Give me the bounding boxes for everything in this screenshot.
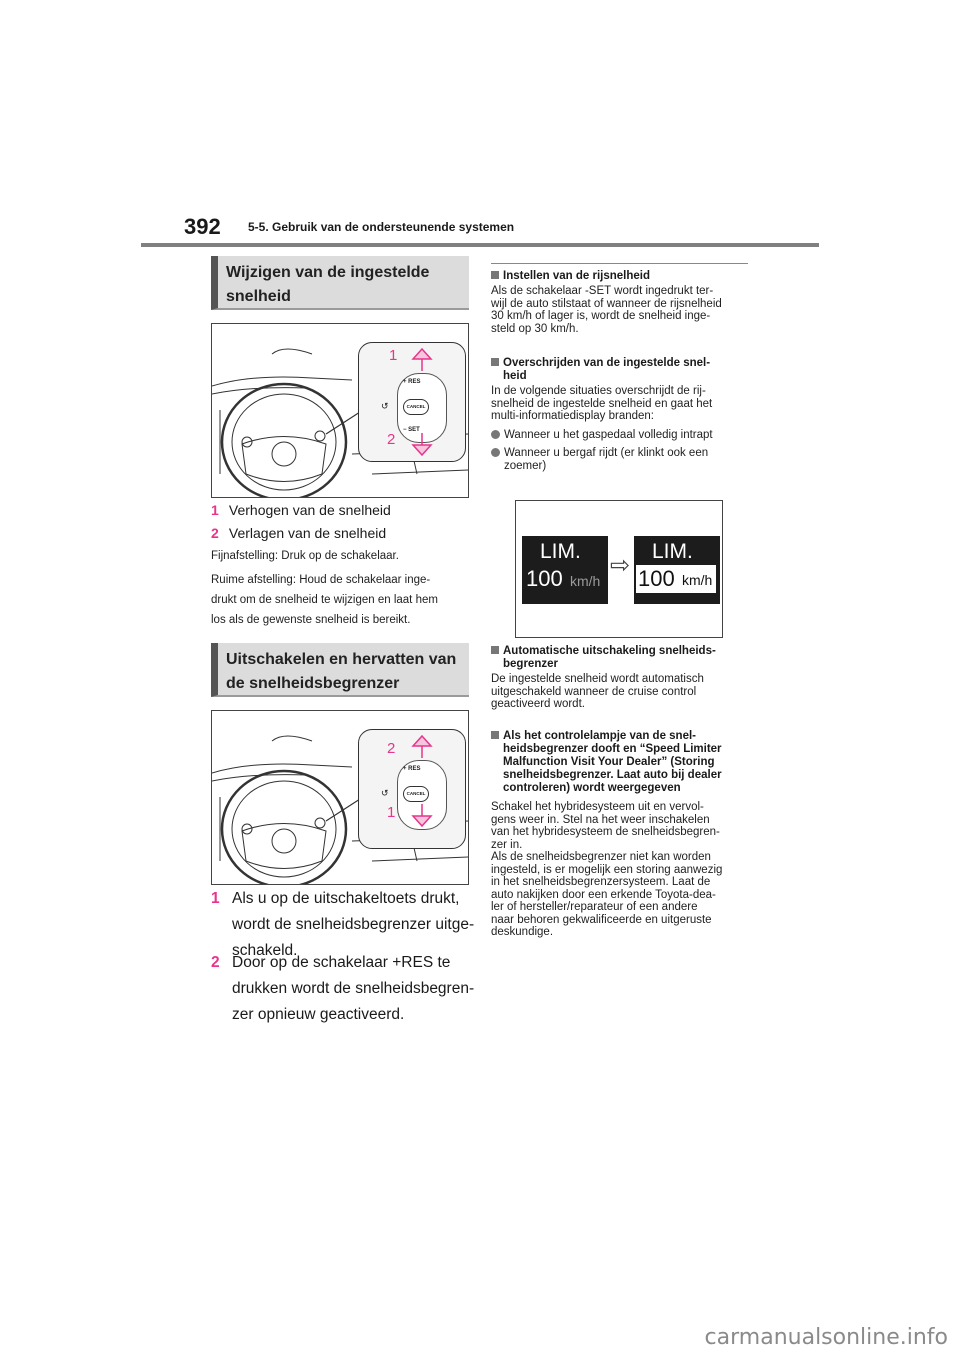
watermark: carmanualsonline.info <box>704 1325 948 1350</box>
item-line: Als u op de uitschakeltoets drukt, <box>232 890 460 907</box>
speed-highlight <box>636 565 716 593</box>
item-number: 2 <box>211 954 220 971</box>
page-number: 392 <box>184 214 221 239</box>
section-heading-disable-resume <box>211 643 469 697</box>
round-bullet-icon <box>491 448 500 457</box>
block-body: Schakel het hybridesysteem uit en vervol- gens weer in. Stel na het weer inschakelen van het hybridesysteem de snelheidsbegren- zer in. Als de snelheidsbegrenzer niet kan worden ingesteld, is er mogelijk een storing aanwezig in het snelheidsbegrenzersysteem. Laat de auto nakijken door een erkende Toyota-dea- ler of hersteller/reparateur of een andere naar behoren gekwalificeerde en uitgeruste deskundige. <box>491 801 723 938</box>
note-fine-adjust: Fijnafstelling: Druk op de schakelaar. <box>211 550 399 562</box>
item-text: Verhogen van de snelheid <box>228 502 391 518</box>
lim-display-normal <box>522 536 608 604</box>
block-set-speed <box>491 270 756 335</box>
note-line: los als de gewenste snelheid is bereikt. <box>211 614 411 626</box>
callout-2: 2 <box>387 740 396 757</box>
steering-wheel-figure-2 <box>211 710 469 885</box>
block-body: Als de schakelaar -SET wordt ingedrukt ter- wijl de auto stilstaat of wanneer de rijsnelheid 30 km/h of lager is, wordt de snelheid inge- steld op 30 km/h. <box>491 285 722 335</box>
block-body: De ingestelde snelheid wordt automatisch uitgeschakeld wanneer de cruise control geactiveerd wordt. <box>491 673 704 710</box>
square-bullet-icon <box>491 731 499 739</box>
header-rule <box>141 243 819 247</box>
list-item <box>211 499 391 522</box>
item-text: Verlagen van de snelheid <box>228 525 387 541</box>
speed-unit: km/h <box>570 573 601 589</box>
note-coarse-adjust <box>211 570 473 630</box>
section-heading-change-speed <box>211 256 469 310</box>
square-bullet-icon <box>491 271 499 279</box>
steering-wheel-figure-1 <box>211 323 469 498</box>
note-line: Ruime afstelling: Houd de schakelaar inge- <box>211 574 431 586</box>
list-item <box>211 950 476 1028</box>
lim-display-figure <box>515 500 723 638</box>
cancel-button-label: CANCEL <box>403 399 429 415</box>
speed-value: 100 <box>638 566 675 591</box>
round-bullet-icon <box>491 430 500 439</box>
bullet-item: Wanneer u bergaf rijdt (er klinkt ook een zoemer) <box>491 447 756 472</box>
section-heading-line: snelheid <box>226 288 291 305</box>
res-label: + RES <box>403 379 421 385</box>
right-column-rule <box>491 263 748 264</box>
block-heading: Overschrijden van de ingestelde snel- heid <box>491 357 756 383</box>
section-heading-line: Uitschakelen en hervatten van <box>226 651 457 668</box>
block-auto-disable <box>491 645 756 711</box>
list-item <box>211 522 386 545</box>
speed-unit: km/h <box>682 572 713 588</box>
switch-inset <box>358 342 466 462</box>
push-down-arrow-icon <box>409 431 435 457</box>
callout-1: 1 <box>389 347 398 364</box>
arrow-right-icon: ⇨ <box>610 552 631 579</box>
block-heading: Automatische uitschakeling snelheids- begrenzer <box>491 645 756 671</box>
lim-display-exceeded <box>634 536 720 604</box>
set-label: − SET <box>403 427 420 433</box>
push-up-arrow-icon <box>409 347 435 373</box>
lim-label: LIM. <box>652 540 693 563</box>
item-line: drukken wordt de snelheidsbegren- <box>232 980 475 997</box>
lim-label: LIM. <box>540 540 581 563</box>
bullet-item: Wanneer u het gaspedaal volledig intrapt <box>491 429 756 442</box>
section-heading-line: de snelheidsbegrenzer <box>226 675 400 692</box>
cancel-button-label: CANCEL <box>403 786 429 802</box>
item-number: 1 <box>211 890 220 907</box>
item-line: wordt de snelheidsbegrenzer uitge- <box>232 916 475 933</box>
steering-switch-icon: ↺ <box>381 788 389 798</box>
chapter-title: 5-5. Gebruik van de ondersteunende systemen <box>248 220 515 234</box>
block-exceed-speed <box>491 357 756 472</box>
block-heading: Als het controlelampje van de snel- heidsbegrenzer dooft en “Speed Limiter Malfunction Visit Your Dealer” (Storing snelheidsbegrenzer. Laat auto bij dealer controleren) wordt weergegeven <box>491 730 756 795</box>
block-body: In de volgende situaties overschrijdt de rij- snelheid de ingestelde snelheid en gaat het multi-informatiedisplay branden: <box>491 385 713 422</box>
block-heading: Instellen van de rijsnelheid <box>491 270 756 283</box>
push-in-arrow-icon <box>409 802 435 828</box>
item-line: Door op de schakelaar +RES te <box>232 954 451 971</box>
note-line: drukt om de snelheid te wijzigen en laat hem <box>211 594 438 606</box>
square-bullet-icon <box>491 358 499 366</box>
callout-2: 2 <box>387 431 396 448</box>
speed-value: 100 <box>526 566 563 591</box>
item-line: schakeld. <box>232 942 298 959</box>
res-label: + RES <box>403 766 421 772</box>
item-number: 1 <box>211 502 219 518</box>
block-malfunction <box>491 730 756 939</box>
square-bullet-icon <box>491 646 499 654</box>
callout-1: 1 <box>387 804 396 821</box>
item-line: zer opnieuw geactiveerd. <box>232 1006 405 1023</box>
steering-switch-icon: ↺ <box>381 401 389 411</box>
item-number: 2 <box>211 525 219 541</box>
switch-inset <box>358 729 466 849</box>
push-up-arrow-icon <box>409 734 435 760</box>
section-heading-line: Wijzigen van de ingestelde <box>226 264 430 281</box>
